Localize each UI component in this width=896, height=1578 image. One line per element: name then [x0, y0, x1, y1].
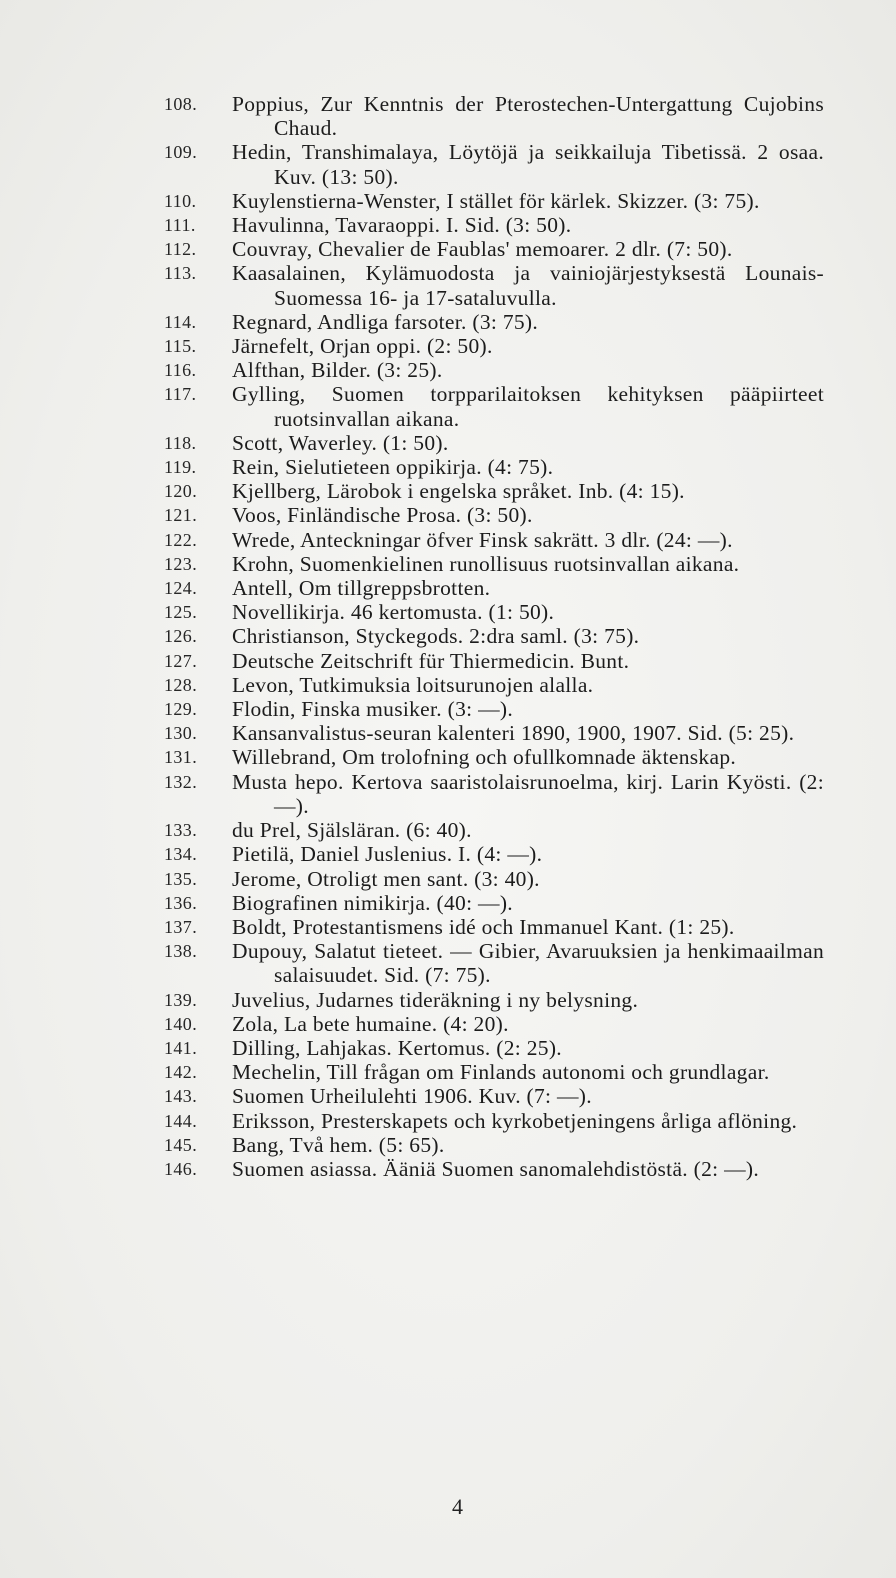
entry-text: Rein, Sielutieteen oppikirja. (4: 75). — [232, 455, 554, 480]
catalogue-entry — [164, 189, 824, 213]
catalogue-entry — [164, 939, 824, 987]
entry-number: 124. — [164, 578, 198, 599]
catalogue-entry — [164, 552, 824, 576]
entry-text: Antell, Om tillgreppsbrotten. — [232, 576, 491, 601]
entry-number: 136. — [164, 892, 198, 913]
catalogue-entry — [164, 697, 824, 721]
entry-number: 138. — [164, 941, 198, 962]
entry-number: 140. — [164, 1013, 198, 1034]
catalogue-entry — [164, 261, 824, 309]
catalogue-entry — [164, 624, 824, 648]
entry-text: Kjellberg, Lärobok i engelska språket. Inb. (4: 15). — [232, 479, 685, 504]
catalogue-entry — [164, 673, 824, 697]
entry-number: 109. — [164, 142, 198, 163]
entry-text: Zola, La bete humaine. (4: 20). — [232, 1011, 509, 1036]
catalogue-entry — [164, 1012, 824, 1036]
entry-number: 133. — [164, 820, 198, 841]
entry-number: 135. — [164, 868, 198, 889]
entry-number: 129. — [164, 699, 198, 720]
catalogue-entry — [164, 915, 824, 939]
catalogue-entry — [164, 600, 824, 624]
entry-number: 134. — [164, 844, 198, 865]
entry-number: 116. — [164, 360, 197, 381]
catalogue-entry — [164, 988, 824, 1012]
entry-number: 122. — [164, 529, 198, 550]
entry-number: 113. — [164, 263, 197, 284]
entry-number: 128. — [164, 674, 198, 695]
entry-text: Bang, Två hem. (5: 65). — [232, 1132, 445, 1157]
entry-number: 125. — [164, 602, 198, 623]
catalogue-entry — [164, 721, 824, 745]
entry-text: du Prel, Själsläran. (6: 40). — [232, 818, 472, 843]
catalogue-entry — [164, 770, 824, 818]
catalogue-entry — [164, 842, 824, 866]
catalogue-entry — [164, 1157, 824, 1181]
entry-number: 118. — [164, 432, 197, 453]
entry-number: 114. — [164, 311, 197, 332]
entry-number: 142. — [164, 1062, 198, 1083]
entry-text: Wrede, Anteckningar öfver Finsk sakrätt. 3 dlr. (24: —). — [232, 527, 733, 552]
catalogue-entry — [164, 1084, 824, 1108]
catalogue-entry — [164, 576, 824, 600]
entry-text: Flodin, Finska musiker. (3: —). — [232, 697, 514, 722]
entry-number: 110. — [164, 190, 197, 211]
entry-number: 119. — [164, 457, 197, 478]
entry-number: 126. — [164, 626, 198, 647]
catalogue-entry — [164, 818, 824, 842]
catalogue-entry — [164, 213, 824, 237]
catalogue-entry — [164, 1133, 824, 1157]
entry-text: Musta hepo. Kertova saaristolaisrunoelma, kirj. Larin Kyösti. (2: —). — [232, 769, 824, 818]
entry-text: Havulinna, Tavaraoppi. I. Sid. (3: 50). — [232, 213, 572, 238]
entry-text: Biografinen nimikirja. (40: —). — [232, 890, 513, 915]
entry-number: 112. — [164, 239, 197, 260]
catalogue-entry — [164, 649, 824, 673]
entry-text: Kaasalainen, Kylämuodosta ja vainiojärjestyksestä Lounais-Suomessa 16- ja 17-sataluvulla. — [232, 261, 824, 310]
entry-number: 137. — [164, 916, 198, 937]
catalogue-list — [164, 92, 824, 1181]
entry-text: Eriksson, Presterskapets och kyrkobetjeningens årliga aflöning. — [232, 1108, 798, 1133]
entry-number: 111. — [164, 215, 196, 236]
entry-number: 144. — [164, 1110, 198, 1131]
entry-number: 146. — [164, 1158, 198, 1179]
entry-number: 127. — [164, 650, 198, 671]
entry-number: 123. — [164, 553, 198, 574]
entry-text: Jerome, Otroligt men sant. (3: 40). — [232, 866, 540, 891]
entry-text: Poppius, Zur Kenntnis der Pterostechen-Untergattung Cujobins Chaud. — [232, 92, 824, 141]
entry-text: Gylling, Suomen torpparilaitoksen kehityksen pääpiirteet ruotsinvallan aikana. — [232, 382, 824, 431]
entry-text: Dilling, Lahjakas. Kertomus. (2: 25). — [232, 1035, 562, 1060]
entry-text: Kansanvalistus-seuran kalenteri 1890, 1900, 1907. Sid. (5: 25). — [232, 721, 795, 746]
entry-text: Levon, Tutkimuksia loitsurunojen alalla. — [232, 672, 594, 697]
entry-number: 130. — [164, 723, 198, 744]
catalogue-entry — [164, 310, 824, 334]
entry-text: Willebrand, Om trolofning och ofullkomnade äktenskap. — [232, 745, 737, 770]
entry-number: 143. — [164, 1086, 198, 1107]
entry-text: Hedin, Transhimalaya, Löytöjä ja seikkailuja Tibetissä. 2 osaa. Kuv. (13: 50). — [232, 140, 824, 189]
entry-number: 141. — [164, 1037, 198, 1058]
catalogue-entry — [164, 503, 824, 527]
entry-text: Suomen Urheilulehti 1906. Kuv. (7: —). — [232, 1084, 592, 1109]
entry-text: Regnard, Andliga farsoter. (3: 75). — [232, 309, 539, 334]
catalogue-entry — [164, 891, 824, 915]
entry-text: Voos, Finländische Prosa. (3: 50). — [232, 503, 533, 528]
entry-text: Alfthan, Bilder. (3: 25). — [232, 358, 443, 383]
catalogue-entry — [164, 528, 824, 552]
entry-text: Couvray, Chevalier de Faublas' memoarer. 2 dlr. (7: 50). — [232, 237, 733, 262]
entry-number: 120. — [164, 481, 198, 502]
entry-text: Krohn, Suomenkielinen runollisuus ruotsinvallan aikana. — [232, 551, 740, 576]
entry-number: 117. — [164, 384, 197, 405]
entry-number: 131. — [164, 747, 198, 768]
entry-text: Pietilä, Daniel Juslenius. I. (4: —). — [232, 842, 543, 867]
entry-text: Boldt, Protestantismens idé och Immanuel Kant. (1: 25). — [232, 914, 735, 939]
catalogue-entry — [164, 1036, 824, 1060]
page-number: 4 — [452, 1494, 463, 1519]
entry-number: 139. — [164, 989, 198, 1010]
entry-text: Dupouy, Salatut tieteet. — Gibier, Avaruuksien ja henkimaailman salaisuudet. Sid. (7: 75). — [232, 939, 824, 988]
entry-text: Järnefelt, Orjan oppi. (2: 50). — [232, 334, 493, 359]
catalogue-entry — [164, 140, 824, 188]
catalogue-entry — [164, 334, 824, 358]
catalogue-entry — [164, 237, 824, 261]
entry-number: 145. — [164, 1134, 198, 1155]
catalogue-entry — [164, 455, 824, 479]
entry-text: Scott, Waverley. (1: 50). — [232, 430, 449, 455]
entry-text: Juvelius, Judarnes tideräkning i ny belysning. — [232, 987, 639, 1012]
entry-number: 121. — [164, 505, 198, 526]
entry-text: Kuylenstierna-Wenster, I stället för kärlek. Skizzer. (3: 75). — [232, 188, 760, 213]
entry-number: 108. — [164, 94, 198, 114]
catalogue-entry — [164, 1060, 824, 1084]
entry-text: Christianson, Styckegods. 2:dra saml. (3: 75). — [232, 624, 640, 649]
catalogue-entry — [164, 1109, 824, 1133]
catalogue-entry — [164, 431, 824, 455]
catalogue-entry — [164, 867, 824, 891]
entry-number: 115. — [164, 336, 197, 357]
catalogue-entry — [164, 358, 824, 382]
entry-text: Suomen asiassa. Ääniä Suomen sanomalehdistöstä. (2: —). — [232, 1156, 760, 1181]
catalogue-entry — [164, 92, 824, 140]
entry-text: Deutsche Zeitschrift für Thiermedicin. Bunt. — [232, 648, 630, 673]
entry-text: Mechelin, Till frågan om Finlands autonomi och grundlagar. — [232, 1060, 770, 1085]
catalogue-entry — [164, 479, 824, 503]
catalogue-entry — [164, 382, 824, 430]
entry-number: 132. — [164, 771, 198, 792]
catalogue-entry — [164, 745, 824, 769]
entry-text: Novellikirja. 46 kertomusta. (1: 50). — [232, 600, 555, 625]
